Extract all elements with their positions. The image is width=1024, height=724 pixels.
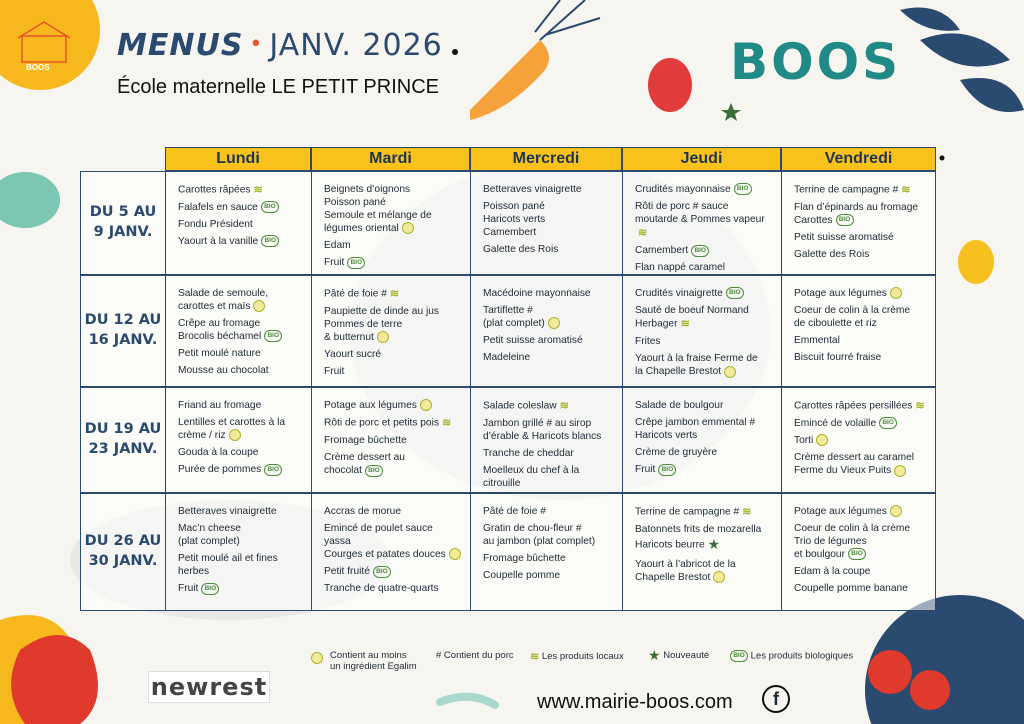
week-label-line2: 23 JANV. [88, 441, 158, 457]
bio-badge-icon: BIO [261, 235, 279, 247]
bio-badge-icon: BIO [691, 245, 709, 257]
menu-item-text: Coeur de colin à la crème de ciboulette et riz [794, 305, 911, 330]
menu-item [483, 304, 614, 330]
menu-item [178, 505, 303, 518]
menu-item-text: Paupiette de dinde au jus Pommes de terre & butternut [324, 306, 439, 344]
menu-item-text: Pâté de foie # [324, 288, 387, 300]
menu-item [324, 582, 462, 595]
menu-item [483, 522, 614, 548]
menu-item [178, 287, 303, 313]
legend-pork: # Contient du porc [436, 650, 514, 661]
menu-item-text: Sauté de boeuf Normand Herbager [635, 305, 749, 330]
egalim-leaf-icon [890, 287, 902, 299]
legend-bio-label: Les produits biologiques [750, 650, 854, 662]
local-produce-icon: ≋ [680, 318, 690, 331]
menu-item-text: Macédoine mayonnaise [483, 288, 591, 299]
menu-item-text: Edam à la coupe [794, 566, 871, 578]
legend-local-label: Les produits locaux [541, 651, 624, 663]
menu-cell [166, 494, 312, 610]
menu-item [483, 243, 614, 256]
cherry-shape [868, 650, 912, 694]
menu-item [794, 248, 929, 261]
legend-new-label: Nouveauté [663, 650, 710, 662]
town-hall-icon [14, 18, 74, 66]
week-label-line2: 16 JANV. [88, 332, 158, 348]
menu-item-text: Yaourt à l’abricot de la Chapelle Brestot [635, 559, 736, 584]
menu-item [794, 334, 929, 347]
menu-item [635, 304, 773, 331]
menu-item [483, 351, 614, 364]
teal-swoosh [440, 697, 495, 705]
egalim-leaf-icon [724, 366, 736, 378]
menu-item [324, 434, 462, 447]
menu-item [635, 505, 773, 519]
legend-egalim-label: Contient au moins un ingrédient Egalim [330, 650, 417, 673]
small-star-dot [940, 156, 945, 161]
menu-cell [471, 172, 623, 274]
legend-local [530, 650, 624, 663]
menu-item [178, 235, 303, 248]
menu-cell [312, 388, 471, 492]
bio-badge-icon: BIO [365, 465, 383, 477]
menu-item-text: Poisson pané Haricots verts Camembert [483, 201, 546, 239]
logo-label: BOOS [26, 63, 50, 72]
day-header-4: Jeudi [622, 147, 781, 171]
menu-item [635, 335, 773, 348]
menu-item [324, 183, 462, 235]
day-header-5: Vendredi [781, 147, 936, 171]
menu-item [178, 522, 303, 548]
week-label [81, 172, 166, 274]
menu-item [794, 522, 929, 561]
newrest-logo: newrest [148, 671, 270, 703]
menu-item [635, 463, 773, 476]
menu-item-text: Camembert [635, 245, 689, 257]
menu-item [178, 446, 303, 459]
week-label [81, 388, 166, 492]
menu-item-text: Salade de boulgour [635, 400, 724, 411]
menu-item [178, 183, 303, 197]
menu-item-text: Rôti de porc # sauce moutarde & Pommes vapeur [635, 201, 765, 226]
bio-badge-icon: BIO [264, 464, 282, 476]
star-icon: ★ [648, 647, 661, 663]
menu-item-text: Falafels en sauce [178, 202, 258, 214]
menu-item [794, 505, 929, 518]
menu-item [324, 416, 462, 430]
menu-cell [471, 494, 623, 610]
local-produce-icon: ≋ [559, 400, 569, 412]
menu-item-text: Coeur de colin à la crème Trio de légumes et boulgour [794, 523, 911, 561]
menu-item-text: Flan d’épinards au fromage Carottes [794, 202, 919, 227]
menu-item [794, 351, 929, 364]
menu-item [324, 256, 462, 269]
menu-item [635, 523, 773, 554]
menu-cell [166, 276, 312, 386]
menu-item [483, 552, 614, 565]
egalim-leaf-icon [548, 317, 560, 329]
egalim-leaf-icon [420, 399, 432, 411]
menu-item-text: Betteraves vinaigrette [178, 506, 277, 517]
menu-item-text: Terrine de campagne # [635, 506, 740, 518]
menu-item [635, 352, 773, 378]
menu-item-text: Pâté de foie # [483, 506, 546, 517]
menu-item [324, 365, 462, 378]
menu-item-text: Rôti de porc et petits pois [324, 417, 439, 429]
broccoli-left [0, 172, 60, 228]
menu-item-text: Accras de morue [324, 506, 402, 517]
menu-item-text: Gratin de chou-fleur # au jambon (plat complet) [483, 523, 596, 548]
title-month: JANV. 2026 [269, 28, 443, 63]
menu-item-text: Crème dessert au chocolat [324, 452, 405, 477]
menu-item-text: Petit moulé nature [178, 348, 261, 360]
menu-cell [471, 276, 623, 386]
town-hall-logo [14, 18, 74, 76]
menu-item-text: Flan nappé caramel [635, 262, 726, 274]
menu-item-text: Crème dessert au caramel Ferme du Vieux Puits [794, 452, 915, 477]
menu-item [794, 201, 929, 227]
menu-item-text: Crudités mayonnaise [635, 184, 731, 195]
facebook-icon[interactable]: f [762, 685, 790, 713]
menu-item [635, 416, 773, 442]
menu-item [794, 304, 929, 330]
menu-item [483, 417, 614, 443]
menu-cell [312, 276, 471, 386]
menu-cell [312, 172, 471, 274]
menu-item [794, 399, 929, 413]
menu-item [635, 446, 773, 459]
egalim-leaf-icon [894, 465, 906, 477]
star-icon: ★ [707, 536, 721, 553]
menu-item-text: Coupelle pomme banane [794, 583, 908, 595]
menu-item-text: Lentilles et carottes à la crème / riz [178, 417, 286, 442]
menu-item [794, 565, 929, 578]
menu-item-text: Fromage bûchette [324, 435, 407, 447]
menu-item [324, 305, 462, 344]
menu-item-text: Coupelle pomme [483, 570, 561, 582]
menu-item-text: Fruit [324, 366, 345, 378]
menu-item-text: Yaourt à la fraise Ferme de la Chapelle Brestot [635, 353, 758, 378]
bio-badge-icon: BIO [201, 583, 219, 595]
menu-item-text: Moelleux du chef à la citrouille [483, 465, 580, 490]
menu-item [178, 552, 303, 578]
local-produce-icon: ≋ [530, 651, 540, 663]
menu-item [178, 582, 303, 595]
week-row [80, 493, 936, 611]
local-produce-icon: ≋ [638, 227, 648, 240]
menu-item-text: Friand au fromage [178, 400, 262, 411]
week-label-line2: 30 JANV. [88, 553, 158, 569]
bio-badge-icon: BIO [734, 183, 752, 195]
local-produce-icon: ≋ [441, 417, 452, 430]
legend-new [648, 647, 709, 664]
menu-item [635, 183, 773, 196]
menu-cell [166, 388, 312, 492]
menu-cell [782, 494, 937, 610]
menu-item-text: Mac’n cheese (plat complet) [178, 523, 241, 548]
local-produce-icon: ≋ [389, 288, 400, 300]
menu-item [178, 399, 303, 412]
menu-item [324, 505, 462, 518]
menu-item [794, 417, 929, 430]
week-label-line1: DU 26 AU [84, 533, 162, 550]
bio-badge-icon: BIO [373, 566, 391, 578]
menu-item [324, 522, 462, 561]
day-header-2: Mardi [311, 147, 470, 171]
menu-item [635, 244, 773, 257]
menu-item-text: Madeleine [483, 352, 531, 364]
website-link[interactable]: www.mairie-boos.com [537, 691, 733, 713]
menu-item-text: Fondu Président [178, 219, 253, 231]
boos-brand: BOOS [730, 33, 902, 91]
menu-item [178, 347, 303, 360]
egalim-leaf-icon [449, 548, 461, 560]
menu-item [794, 582, 929, 595]
menu-item [635, 399, 773, 412]
menu-item-text: Tranche de quatre-quarts [324, 583, 439, 595]
menu-item-text: Potage aux légumes [324, 400, 417, 411]
local-produce-icon: ≋ [901, 184, 911, 196]
menu-cell [782, 388, 937, 492]
menu-item-text: Torti [794, 435, 814, 447]
bio-badge-icon: BIO [836, 214, 854, 226]
raspberry-right [958, 240, 994, 284]
menu-item-text: Yaourt sucré [324, 349, 382, 361]
navy-leaf [960, 78, 1024, 112]
bio-badge-icon: BIO [261, 201, 279, 213]
egalim-leaf-icon [229, 429, 241, 441]
menu-cell [623, 172, 782, 274]
menu-item-text: Terrine de campagne # [794, 184, 899, 196]
bio-badge-icon: BIO [879, 417, 897, 429]
menu-item-text: Fromage bûchette [483, 553, 566, 565]
menu-item-text: Petit moulé ail et fines herbes [178, 553, 278, 578]
menu-item [483, 200, 614, 239]
title-menus: MENUS [117, 28, 244, 63]
menu-item [324, 451, 462, 477]
menu-item-text: Emmental [794, 335, 840, 347]
menu-item [794, 434, 929, 447]
bio-badge-icon: BIO [264, 330, 282, 342]
menu-item-text: Betteraves vinaigrette [483, 184, 582, 195]
menu-item [178, 364, 303, 377]
menu-item [483, 505, 614, 518]
local-produce-icon: ≋ [742, 506, 752, 518]
menu-cell [623, 388, 782, 492]
title-dot: • [249, 32, 264, 57]
bio-badge-icon: BIO [347, 257, 365, 269]
menu-item-text: Beignets d’oignons Poisson pané Semoule et mélange de légumes oriental [324, 184, 432, 235]
menu-item-text: Yaourt à la vanille [178, 236, 259, 248]
menu-item [483, 464, 614, 490]
menu-item-text: Crudités vinaigrette [635, 288, 723, 299]
week-row [80, 171, 936, 275]
menu-item-text: Tartiflette # (plat complet) [483, 305, 545, 330]
menu-cell [623, 494, 782, 610]
menu-item-text: Fruit [324, 257, 345, 269]
menu-table [80, 147, 936, 611]
carrot-shape [470, 40, 549, 120]
menu-item-text: Frites [635, 336, 661, 348]
menu-item [178, 317, 303, 343]
menu-item-text: Fruit [178, 583, 199, 595]
menu-item [178, 416, 303, 442]
page-title [117, 28, 443, 63]
menu-item [178, 201, 303, 214]
egalim-leaf-icon [713, 571, 725, 583]
week-row [80, 387, 936, 493]
menu-item [794, 183, 929, 197]
menu-item-text: Fruit [635, 464, 656, 476]
menu-item-text: Emincé de volaille [794, 418, 877, 430]
egalim-leaf-icon [816, 434, 828, 446]
menu-item-text: Biscuit fourré fraise [794, 352, 882, 364]
menu-cell [471, 388, 623, 492]
menu-item-text: Galette des Rois [794, 249, 870, 261]
menu-item [635, 287, 773, 300]
green-star [721, 103, 741, 121]
day-header-1: Lundi [165, 147, 311, 171]
menu-item [483, 569, 614, 582]
menu-item [178, 463, 303, 476]
menu-item [794, 451, 929, 477]
menu-cell [782, 172, 937, 274]
menu-item [324, 287, 462, 301]
menu-item-text: Crêpe jambon emmental # Haricots verts [635, 417, 756, 442]
carrot-leaves [535, 0, 600, 40]
menu-item-text: Petit suisse aromatisé [483, 335, 583, 347]
menu-item-text: Emincé de poulet sauce yassa Courges et patates douces [324, 523, 446, 561]
school-name: École maternelle LE PETIT PRINCE [117, 76, 439, 98]
menu-cell [623, 276, 782, 386]
week-row [80, 275, 936, 387]
menu-cell [166, 172, 312, 274]
menu-item-text: Crêpe au fromage Brocolis béchamel [178, 318, 262, 343]
menu-item-text: Carottes râpées persillées [794, 400, 913, 412]
menu-item-text: Purée de pommes [178, 464, 262, 476]
menu-item-text: Potage aux légumes [794, 288, 887, 299]
menu-cell [782, 276, 937, 386]
week-label-line1: DU 19 AU [84, 421, 162, 438]
menu-item [324, 239, 462, 252]
menu-item-text: Edam [324, 240, 351, 252]
day-header-3: Mercredi [470, 147, 622, 171]
menu-item-text: Petit fruité [324, 566, 370, 578]
menu-item-text: Galette des Rois [483, 244, 559, 256]
menu-item-text: Mousse au chocolat [178, 365, 269, 377]
week-label-line2: 9 JANV. [93, 224, 153, 240]
menu-item-text: Potage aux légumes [794, 506, 887, 517]
navy-leaf [920, 33, 1010, 66]
local-produce-icon: ≋ [915, 400, 925, 412]
menu-item-text: Batonnets frits de mozarella Haricots beurre [635, 524, 762, 551]
menu-item [635, 558, 773, 584]
week-label [81, 494, 166, 610]
menu-item [483, 183, 614, 196]
egalim-leaf-icon [402, 222, 414, 234]
week-label-line1: DU 5 AU [89, 204, 157, 221]
week-label-line1: DU 12 AU [84, 312, 162, 329]
menu-item [483, 287, 614, 300]
legend-egalim [311, 650, 429, 673]
menu-item [635, 200, 773, 240]
menu-item [483, 334, 614, 347]
raspberry-shape [648, 58, 692, 112]
menu-item-text: Jambon grillé # au sirop d’érable & Haricots blancs [483, 418, 602, 443]
week-label [81, 276, 166, 386]
menu-item [324, 348, 462, 361]
bio-badge-icon: BIO [726, 287, 744, 299]
menu-item-text: Tranche de cheddar [483, 448, 574, 460]
menu-item [483, 399, 614, 413]
menu-item [324, 565, 462, 578]
menu-item [178, 218, 303, 231]
menu-item [794, 287, 929, 300]
menu-cell [312, 494, 471, 610]
bio-badge-icon: BIO [730, 650, 748, 662]
menu-item-text: Crème de gruyère [635, 447, 718, 459]
cherry-shape [910, 670, 950, 710]
menu-item [794, 231, 929, 244]
legend-bio [730, 650, 853, 662]
small-star-dot [452, 49, 458, 55]
navy-leaf [900, 8, 960, 31]
menu-item-text: Salade coleslaw [483, 400, 557, 412]
bio-badge-icon: BIO [658, 464, 676, 476]
menu-item [483, 447, 614, 460]
menu-item-text: Carottes râpées [178, 184, 251, 196]
bio-badge-icon: BIO [848, 548, 866, 560]
menu-item [635, 261, 773, 274]
egalim-leaf-icon [253, 300, 265, 312]
menu-item-text: Gouda à la coupe [178, 447, 259, 459]
egalim-leaf-icon [377, 331, 389, 343]
local-produce-icon: ≋ [253, 184, 263, 196]
menu-item-text: Salade de semoule, carottes et maïs [178, 288, 269, 313]
egalim-leaf-icon [890, 505, 902, 517]
menu-item-text: Petit suisse aromatisé [794, 232, 894, 244]
egalim-leaf-icon [311, 652, 323, 664]
menu-item [324, 399, 462, 412]
red-pepper-shape [11, 635, 98, 724]
